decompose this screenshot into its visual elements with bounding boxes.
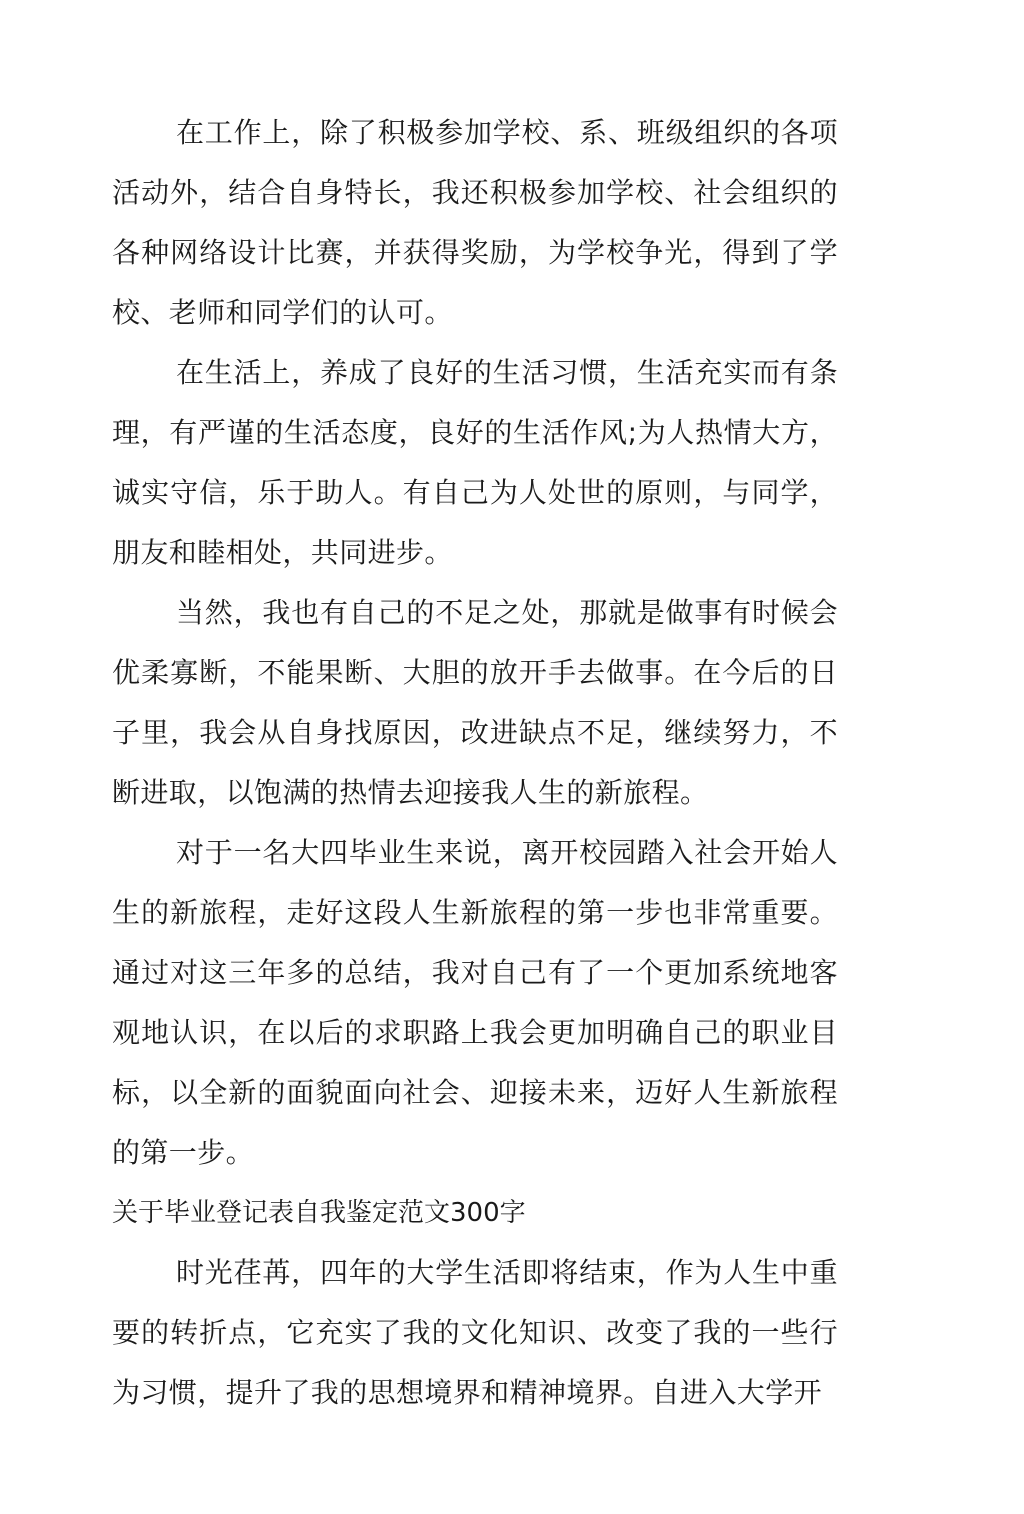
section-heading: 关于毕业登记表自我鉴定范文300字 bbox=[112, 1198, 526, 1228]
paragraph-life: 在生活上，养成了良好的生活习惯，生活充实而有条理，有严谨的生活态度，良好的生活作风;为人热情大方，诚实守信，乐于助人。有自己为人处世的原则，与同学，朋友和睦相处，共同进步。 bbox=[112, 356, 838, 569]
paragraph-closing: 时光荏苒，四年的大学生活即将结束，作为人生中重要的转折点，它充实了我的文化知识、改变了我的一些行为习惯，提升了我的思想境界和精神境界。自进入大学开 bbox=[112, 1256, 838, 1409]
paragraph-work: 在工作上，除了积极参加学校、系、班级组织的各项活动外，结合自身特长，我还积极参加学校、社会组织的各种网络设计比赛，并获得奖励，为学校争光，得到了学校、老师和同学们的认可。 bbox=[112, 116, 838, 329]
document-body bbox=[112, 103, 838, 1423]
paragraph-shortcomings: 当然，我也有自己的不足之处，那就是做事有时候会优柔寡断，不能果断、大胆的放开手去做事。在今后的日子里，我会从自身找原因，改进缺点不足，继续努力，不断进取，以饱满的热情去迎接我人生的新旅程。 bbox=[112, 596, 838, 809]
paragraph-graduation: 对于一名大四毕业生来说，离开校园踏入社会开始人生的新旅程，走好这段人生新旅程的第一步也非常重要。通过对这三年多的总结，我对自己有了一个更加系统地客观地认识，在以后的求职路上我会更加明确自己的职业目标，以全新的面貌面向社会、迎接未来，迈好人生新旅程的第一步。 bbox=[112, 836, 838, 1169]
